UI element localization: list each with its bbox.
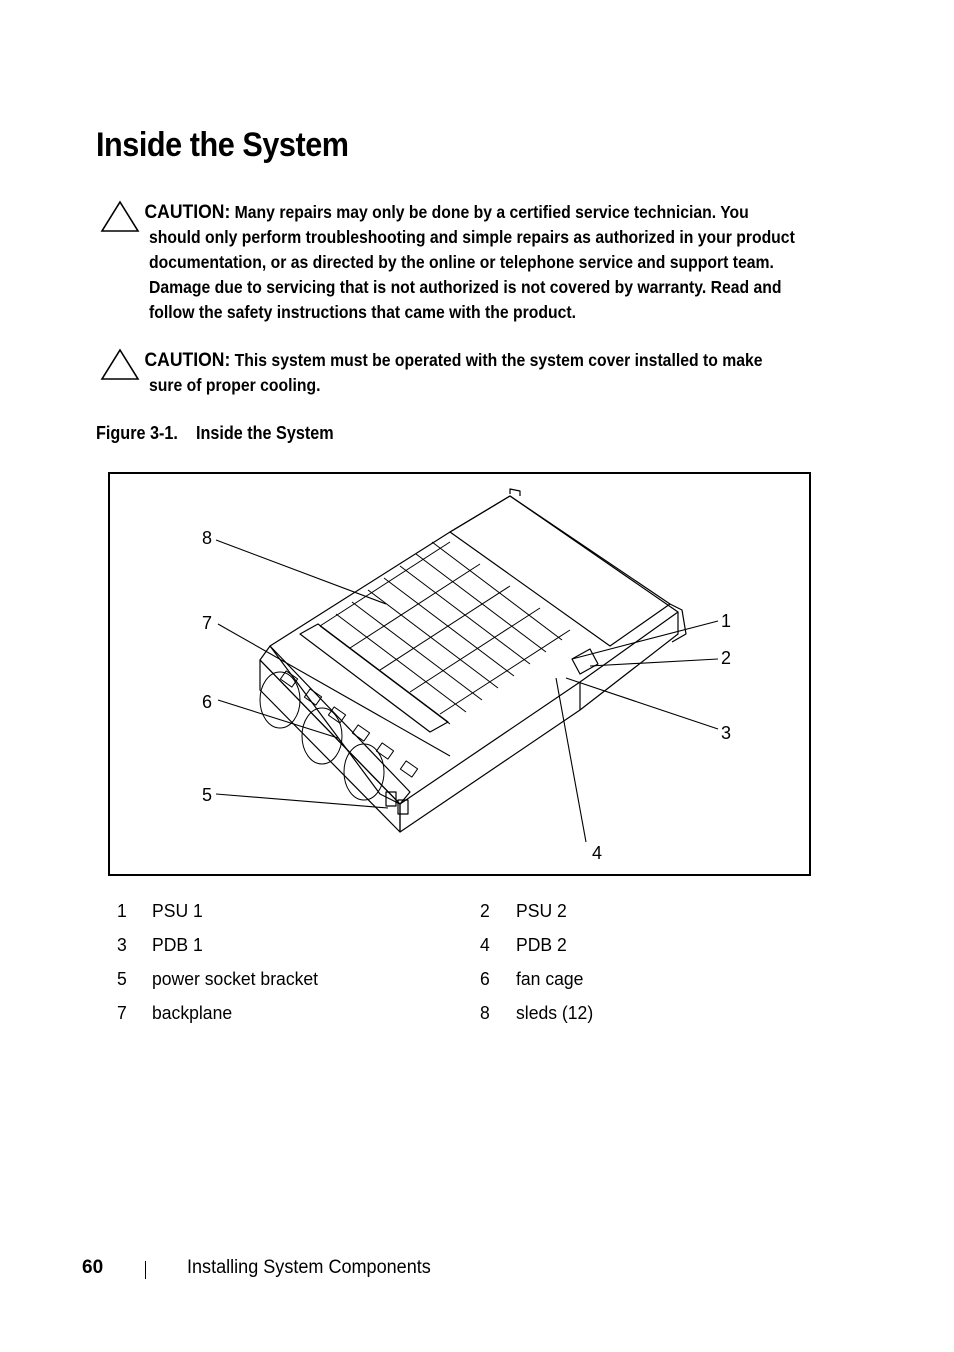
legend-label: PSU 2 (516, 900, 567, 921)
legend-label: backplane (152, 1002, 233, 1023)
footer-separator (145, 1261, 146, 1279)
callout-7: 7 (202, 613, 213, 633)
chassis-drawing (110, 474, 813, 878)
callout-5: 5 (202, 785, 213, 805)
figure-title: Inside the System (195, 423, 334, 443)
section-name: Installing System Components (187, 1257, 431, 1278)
legend-number: 7 (117, 1002, 127, 1023)
legend-number: 4 (480, 934, 490, 955)
legend-label: PDB 2 (516, 934, 567, 955)
legend-row (0, 1002, 954, 1036)
legend-number: 5 (117, 968, 127, 989)
legend-row (0, 934, 954, 968)
legend-label: fan cage (516, 968, 584, 989)
callout-4: 4 (592, 843, 603, 863)
legend-label: PDB 1 (152, 934, 203, 955)
legend-label: PSU 1 (152, 900, 203, 921)
legend-number: 3 (117, 934, 127, 955)
caution-text: This system must be operated with the system cover installed to make sure of proper cooling. (149, 350, 763, 395)
system-illustration (108, 472, 811, 876)
legend-label: sleds (12) (516, 1002, 594, 1023)
caution-label: CAUTION: (144, 349, 231, 371)
page-number: 60 (82, 1257, 104, 1278)
caution-label: CAUTION: (144, 201, 231, 223)
callout-2: 2 (721, 648, 732, 668)
legend-row (0, 968, 954, 1002)
callout-6: 6 (202, 692, 213, 712)
callout-8: 8 (202, 528, 213, 548)
page-title: Inside the System (96, 126, 349, 164)
caution-text: Many repairs may only be done by a certified service technician. You should only perform troubleshooting and simple repairs as authorized in your product documentation, or as directed by the online or telephone service and support team. Damage due to servicing that is not authorized is not covered by warranty. Read and follow the safety instructions that came with the product. (149, 202, 795, 322)
legend-number: 6 (480, 968, 490, 989)
caution-triangle-icon (100, 200, 140, 234)
callout-3: 3 (721, 723, 732, 743)
legend-number: 2 (480, 900, 490, 921)
legend-row (0, 900, 954, 934)
legend-number: 1 (117, 900, 127, 921)
legend-label: power socket bracket (152, 968, 319, 989)
figure-caption (96, 423, 334, 444)
callout-1: 1 (721, 611, 732, 631)
caution-triangle-icon (100, 348, 140, 382)
figure-number: Figure 3-1. (96, 423, 178, 443)
legend-number: 8 (480, 1002, 490, 1023)
